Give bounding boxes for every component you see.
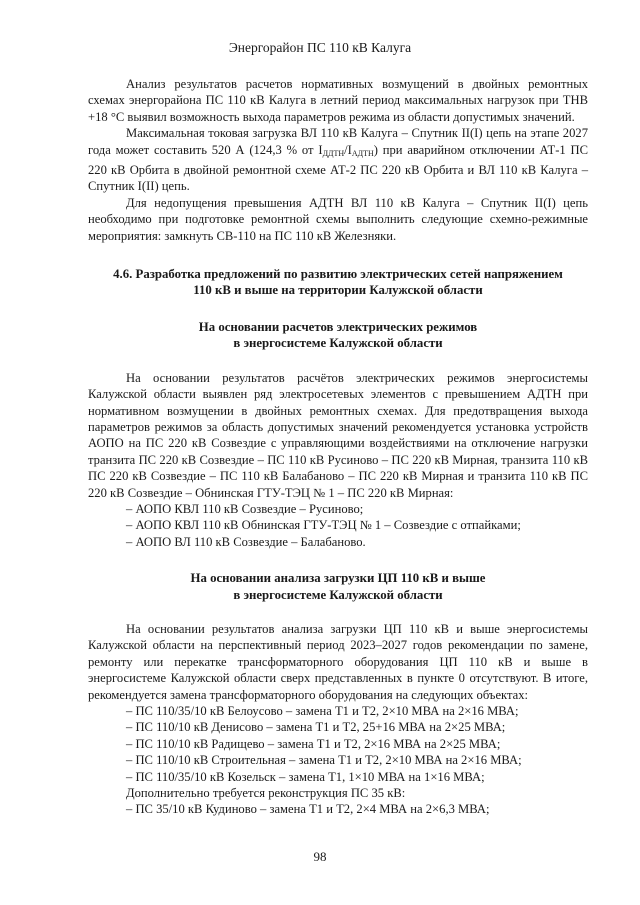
subscript-ddtn: ДДТН: [322, 148, 345, 158]
page-number: 98: [313, 849, 327, 864]
list-item: – ПС 110/10 кВ Денисово – замена Т1 и Т2, 25+16 МВА на 2×25 МВА;: [126, 720, 506, 735]
list-item: – ПС 110/35/10 кВ Белоусово – замена Т1 и Т2, 2×10 МВА на 2×16 МВА;: [126, 704, 519, 718]
slash-i: /I: [344, 142, 352, 157]
list-item: – ПС 110/35/10 кВ Козельск – замена Т1, 1×10 МВА на 1×16 МВА;: [126, 769, 485, 784]
running-header: Энергорайон ПС 110 кВ Калуга: [228, 40, 412, 55]
aopo-list: [88, 501, 588, 550]
subsection-title-modes-line-1: На основании расчетов электрических режимов: [198, 319, 478, 334]
reconstruction-list: [88, 801, 588, 817]
section-title-line-1: 4.6. Разработка предложений по развитию электрических сетей напряжением: [113, 267, 563, 282]
list-item: – ПС 110/10 кВ Радищево – замена Т1 и Т2, 2×16 МВА на 2×25 МВА;: [126, 736, 501, 751]
paragraph-additional: Дополнительно требуется реконструкция ПС 35 кВ:: [126, 786, 406, 801]
subsection-title-load-line-2: в энергосистеме Калужской области: [233, 587, 443, 602]
list-item: – АОПО КВЛ 110 кВ Созвездие – Русиново;: [126, 501, 364, 516]
subscript-adtn: АДТН: [351, 148, 374, 158]
paragraph-max-load-text: Максимальная токовая загрузка ВЛ 110 кВ Калуга – Спутник II(I) цепь на этапе 2027 года может составить 520 А (124,3 % от I: [88, 126, 588, 157]
paragraph-prevention: Для недопущения превышения АДТН ВЛ 110 кВ Калуга – Спутник II(I) цепь необходимо при подготовке ремонтной схемы выполнить следующие схемно-режимные мероприятия: замкнуть СВ-110 на ПС 110 кВ Железняки.: [88, 195, 588, 243]
paragraph-max-load-tail: ) при аварийном отключении АТ-1 ПС 220 кВ Орбита в двойной ремонтной схеме АТ-2 ПС 220 кВ Орбита и ВЛ 110 кВ Калуга – Спутник I(II) цепь.: [88, 142, 588, 194]
paragraph-aopo: На основании результатов расчётов электрических режимов энергосистемы Калужской области выявлен ряд электросетевых элементов с превышением АДТН при нормативном возмущении в двойных ремонтных схемах. Для предотвращения выхода параметров режимов за область допустимых значений рекомендуется установка устройств АОПО на ПС 220 кВ Созвездие с управляющими воздействиями на отключение нагрузки транзита ПС 220 кВ Созвездие – ПС 110 кВ Русиново – ПС 220 кВ Мирная, транзита 110 кВ ПС 220 кВ Созвездие – ПС 110 кВ Балабаново – ПС 220 кВ Мирная и транзита 110 кВ ПС 220 кВ Созвездие – Обнинская ГТУ-ТЭЦ № 1 – ПС 220 кВ Мирная:: [88, 370, 588, 500]
subsection-title-load: [88, 570, 588, 603]
paragraph-max-load: [88, 125, 588, 195]
list-item: – ПС 110/10 кВ Строительная – замена Т1 и Т2, 2×10 МВА на 2×16 МВА;: [126, 753, 522, 768]
transformer-list: [88, 703, 588, 785]
paragraph-load-analysis: На основании результатов анализа загрузки ЦП 110 кВ и выше энергосистемы Калужской области на перспективный период 2023–2027 годов рекомендации по замене, ремонту или перекатке трансформаторного оборудования ЦП 110 кВ и выше в энергосистеме Калужской области сверх представленных в пункте 0 отсутствуют. В итоге, рекомендуется замена трансформаторного оборудования на следующих объектах:: [88, 621, 588, 702]
subsection-title-load-line-1: На основании анализа загрузки ЦП 110 кВ и выше: [190, 571, 486, 586]
list-item: – ПС 35/10 кВ Кудиново – замена Т1 и Т2, 2×4 МВА на 2×6,3 МВА;: [126, 802, 490, 817]
list-item: – АОПО КВЛ 110 кВ Обнинская ГТУ-ТЭЦ № 1 – Созвездие с отпайками;: [126, 518, 521, 533]
subsection-title-modes: [88, 319, 588, 352]
subsection-title-modes-line-2: в энергосистеме Калужской области: [233, 336, 443, 351]
paragraph-analysis: Анализ результатов расчетов нормативных возмущений в двойных ремонтных схемах энергорайона ПС 110 кВ Калуга в летний период максимальных нагрузок при ТНВ +18 °С выявил возможность выхода параметров режима из области допустимых значений.: [88, 77, 588, 124]
list-item: – АОПО ВЛ 110 кВ Созвездие – Балабаново.: [126, 534, 366, 549]
section-title-line-2: 110 кВ и выше на территории Калужской области: [193, 283, 483, 298]
document-body: [88, 76, 588, 818]
section-title: [88, 266, 588, 299]
